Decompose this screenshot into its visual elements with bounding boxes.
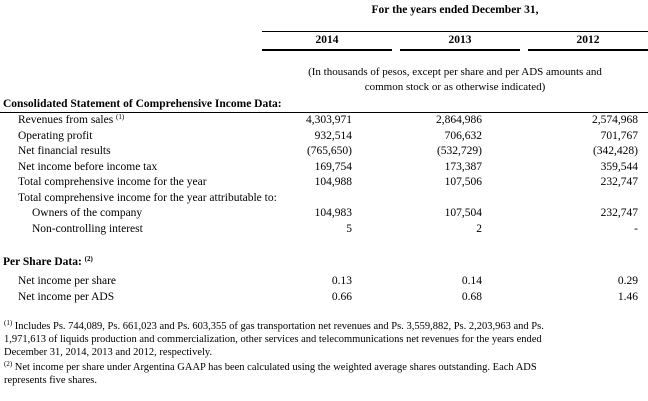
cell-2014: 104,983 <box>314 207 352 219</box>
year-2012-rule <box>528 49 648 51</box>
footnote-1: $^{(1)}$ Includes Ps. 744,089, Ps. 661,023 and Ps. 603,355 of gas transportation net revenues and Ps. 3,559,882, Ps. 2,203,963 and Ps. 1,971,613 of liquids production and commercialization, other services and telecommunications net revenues for the years ended December 31, 2014, 2013 and 2012, respectively. <box>4 319 544 358</box>
row-label: Net income per ADS <box>18 290 115 303</box>
cell-2014: 104,988 <box>314 176 352 188</box>
year-2014-header: 2014 <box>315 34 339 46</box>
row-label: Total comprehensive income for the year <box>18 176 207 188</box>
cell-2013: 107,504 <box>444 207 482 219</box>
row-label: Operating profit <box>18 129 93 142</box>
cell-2012: 0.29 <box>617 275 638 287</box>
row-label: Net financial results <box>18 145 111 157</box>
row-label: Net income before income tax <box>18 160 158 173</box>
cell-2014: 932,514 <box>314 129 352 142</box>
cell-2014: 0.66 <box>331 290 352 303</box>
cell-2012: 701,767 <box>600 129 638 142</box>
units-note-line1: (In thousands of pesos, except per share and per ADS amounts and <box>308 66 602 78</box>
cell-2014: (765,650) <box>306 145 352 157</box>
cell-2013: (532,729) <box>436 145 482 157</box>
row-label: Revenues from sales $^{(1)}$ <box>18 113 125 126</box>
cell-2014: 169,754 <box>314 160 352 173</box>
cell-2012: 232,747 <box>600 207 638 219</box>
row-label: Non-controlling interest <box>32 222 143 235</box>
cell-2012: - <box>634 222 638 235</box>
units-note-line2: common stock or as otherwise indicated) <box>364 81 546 93</box>
cell-2013: 173,387 <box>444 160 482 173</box>
year-2012-header: 2012 <box>576 34 600 46</box>
row-label: Total comprehensive income for the year attributable to: <box>18 191 277 204</box>
period-title: For the years ended December 31, <box>371 4 539 16</box>
cell-2013: 0.68 <box>461 290 482 303</box>
cell-2013: 0.14 <box>461 275 482 287</box>
row-label: Net income per share <box>18 275 117 287</box>
footnote-2: $^{(2)}$ Net income per share under Argentina GAAP has been calculated using the weighted average shares outstanding. Each ADS represents five shares. <box>4 360 537 386</box>
cell-2012: 359,544 <box>600 160 638 173</box>
cell-2012: (342,428) <box>592 145 638 157</box>
cell-2012: 1.46 <box>617 290 638 303</box>
cell-2014: 0.13 <box>331 275 352 287</box>
cell-2013: 2 <box>476 222 482 235</box>
per-share-footnote-marker: (2) <box>84 255 93 263</box>
cell-2012: 232,747 <box>600 176 638 188</box>
header-rule <box>262 31 648 32</box>
year-2013-rule <box>400 49 520 51</box>
section-title-per-share: Per Share Data: $^{(2)}$ <box>3 255 93 268</box>
cell-2014: 5 <box>346 222 352 235</box>
footnote-marker: (1) <box>116 113 125 121</box>
row-label: Owners of the company <box>32 207 143 219</box>
cell-2012: 2,574,968 <box>592 114 638 126</box>
cell-2013: 706,632 <box>444 129 482 142</box>
year-2013-header: 2013 <box>448 34 472 46</box>
cell-2013: 107,506 <box>444 176 482 188</box>
cell-2013: 2,864,986 <box>436 114 482 126</box>
section-title-comprehensive-income: Consolidated Statement of Comprehensive Income Data: <box>3 98 282 110</box>
section-rule <box>0 112 648 113</box>
year-2014-rule <box>262 49 392 51</box>
cell-2014: 4,303,971 <box>306 114 352 126</box>
